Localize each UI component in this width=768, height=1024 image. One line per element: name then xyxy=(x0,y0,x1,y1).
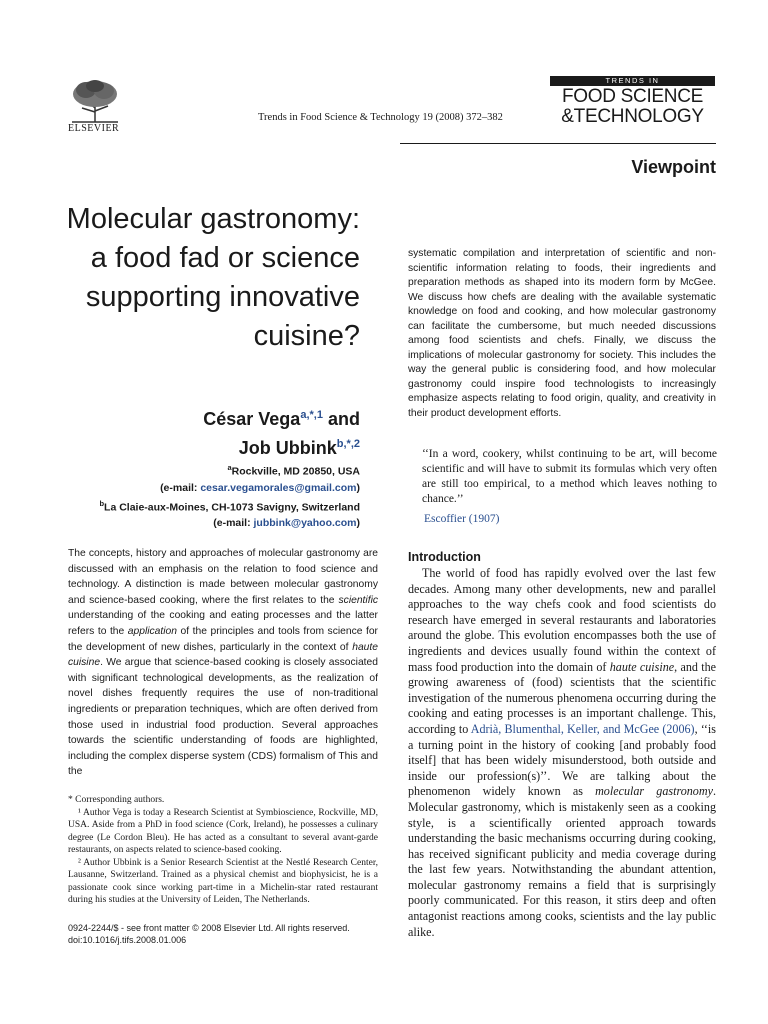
affiliation-a xyxy=(40,460,360,480)
footnote-2: ² Author Ubbink is a Senior Research Scientist at the Nestlé Research Center, Lausanne, Switzerland. Trained as a physical chemist and biophysicist, he is a passionate cook since working part-time in a Michelin-star rated restaurant during his studies at the University of Leiden, The Netherlands. xyxy=(68,857,378,905)
reference-link[interactable]: Adrià, Blumenthal, Keller, and McGee (2006) xyxy=(470,721,695,736)
affiliations xyxy=(40,460,360,531)
affiliation-a-email xyxy=(40,480,360,496)
footnotes xyxy=(68,794,378,907)
abstract-emphasis: scientific xyxy=(338,594,378,606)
journal-logo-line1: FOOD SCIENCE xyxy=(561,86,704,107)
body-emphasis: haute cuisine xyxy=(609,659,675,674)
body-text: , ‘‘is a turning point in the history of cooking [and probably food itself] that has been widely misunderstood, both outside and inside our profession(s)’’. We are talking about the phenomenon widely known as xyxy=(408,721,716,799)
body-text: , and the growing awareness of (food) scientists that the scientific investigation of the numerous phenomena occurring during the cooking and eating processes is an important challenge. This, according to xyxy=(408,659,716,736)
elsevier-tree-logo xyxy=(68,78,122,124)
abstract-text: of the principles and tools from science for the development of new dishes, particularly in the context of xyxy=(68,625,378,653)
affiliation-place: La Claie-aux-Moines, CH-1073 Savigny, Switzerland xyxy=(104,501,360,513)
body-text: The world of food has rapidly evolved over the last few decades. Among many other developments, new and parallel approaches to the way chefs cook and food scientists do research have emerged in several restaurants and laboratories around the globe. This evolution encompasses both the use of ingredients and devices usually found within the context of mass food production into the domain of xyxy=(408,566,716,674)
email-link[interactable]: cesar.vegamorales@gmail.com xyxy=(200,481,357,494)
email-label: (e-mail: xyxy=(160,481,198,494)
copyright-block xyxy=(68,922,378,946)
affiliation-place: Rockville, MD 20850, USA xyxy=(231,465,360,478)
article-title: Molecular gastronomy: a food fad or science supporting innovative cuisine? xyxy=(66,203,360,352)
abstract xyxy=(68,546,378,780)
section-heading: Introduction xyxy=(408,550,481,564)
abstract-continuation: systematic compilation and interpretation of scientific and non-scientific information relating to foods, their ingredients and preparation methods as shaped into its modern form by McGee. We discuss how chefs are dealing with the available systematic knowledge on food and cooking, and how molecular gastronomy can facilitate the cumbersome, but much needed discussions among food scientists and chefs. Finally, we discuss the implications of molecular gastronomy for society. This includes the way the general public is considering food, and how molecular gastronomy could inspire food technologists to increasingly emphasize aspects relating to food origin, quality, and creativity in their product development efforts. xyxy=(408,248,716,419)
journal-logo-line2: &TECHNOLOGY xyxy=(561,106,704,127)
epigraph-quote: ‘‘In a word, cookery, whilst continuing to be art, will become scientific and will have to submit its formulas which very often are still too empirical, to a method which leaves nothing to chance.’’ xyxy=(422,448,717,505)
author-connector: and xyxy=(327,409,360,429)
email-label: (e-mail: xyxy=(213,517,251,529)
doi-line[interactable]: doi:10.1016/j.tifs.2008.01.006 xyxy=(68,935,187,945)
section-label: Viewpoint xyxy=(631,157,716,177)
author-marks[interactable]: a,*,1 xyxy=(300,409,323,421)
introduction-paragraph xyxy=(408,566,716,940)
author-name: César Vega xyxy=(203,409,301,429)
journal-logo-top: TRENDS IN xyxy=(550,76,715,86)
header-rule xyxy=(400,143,716,144)
journal-logo xyxy=(550,76,715,128)
introduction-body xyxy=(408,566,716,940)
publisher-name: ELSEVIER xyxy=(68,123,120,134)
abstract-emphasis: haute cuisine xyxy=(68,641,378,669)
affiliation-b xyxy=(40,496,360,516)
affiliation-b-email xyxy=(40,515,360,531)
author-list xyxy=(60,403,360,461)
corresponding-note: * Corresponding authors. xyxy=(68,795,165,805)
abstract-text: understanding of the cooking and eating processes and the latter refers to the xyxy=(68,610,378,637)
copyright-line: 0924-2244/$ - see front matter © 2008 Elsevier Ltd. All rights reserved. xyxy=(68,923,350,933)
body-text: . Molecular gastronomy, which is mistakenly seen as a cooking style, is a scientifically oriented approach towards understanding the basic mechanisms occurring during cooking, has received significant publicity and media coverage during the last few years. Notwithstanding the abundant attention, molecular gastronomy remains a field that is surprisingly poorly communicated. For this reason, it stirs deep and often antagonist reactions among cooks, scientists and the lay public alike. xyxy=(408,784,716,939)
author-name: Job Ubbink xyxy=(238,438,337,458)
affiliation-mark: a xyxy=(227,463,232,472)
affiliation-mark: b xyxy=(99,498,105,508)
abstract-text: The concepts, history and approaches of molecular gastronomy are discussed with an emphasis on the relation to food science and technology. A distinction is made between molecular gastronomy and science-based cooking, where the first relates to the xyxy=(68,548,378,606)
abstract-text: . We argue that science-based cooking is closely associated with significant technological developments, as the realization of novel dishes frequently requires the use of non-traditional ingredients or preparation techniques, which are often derived from those used in industrial food production. Several approaches towards the scientific understanding of foods are highlighted, including the complex disperse system (CDS) formalism of This and the xyxy=(68,657,378,778)
email-link[interactable]: jubbink@yahoo.com xyxy=(253,517,357,529)
email-close: ) xyxy=(356,481,360,494)
footnote-1: ¹ Author Vega is today a Research Scientist at Symbioscience, Rockville, MD, USA. Aside from a PhD in food science (Cork, Ireland), he possesses a culinary degree (Le Cordon Bleu). He has acted as a consultant to several avant-garde restaurants, on aspects related to science-based cooking. xyxy=(68,807,378,855)
journal-citation: Trends in Food Science & Technology 19 (2008) 372–382 xyxy=(258,112,503,123)
author-marks[interactable]: b,*,2 xyxy=(336,438,360,450)
body-emphasis: molecular gastronomy xyxy=(595,784,713,799)
email-close: ) xyxy=(356,517,360,529)
epigraph-citation[interactable]: Escoffier (1907) xyxy=(424,513,500,525)
abstract-emphasis: application xyxy=(127,625,178,637)
